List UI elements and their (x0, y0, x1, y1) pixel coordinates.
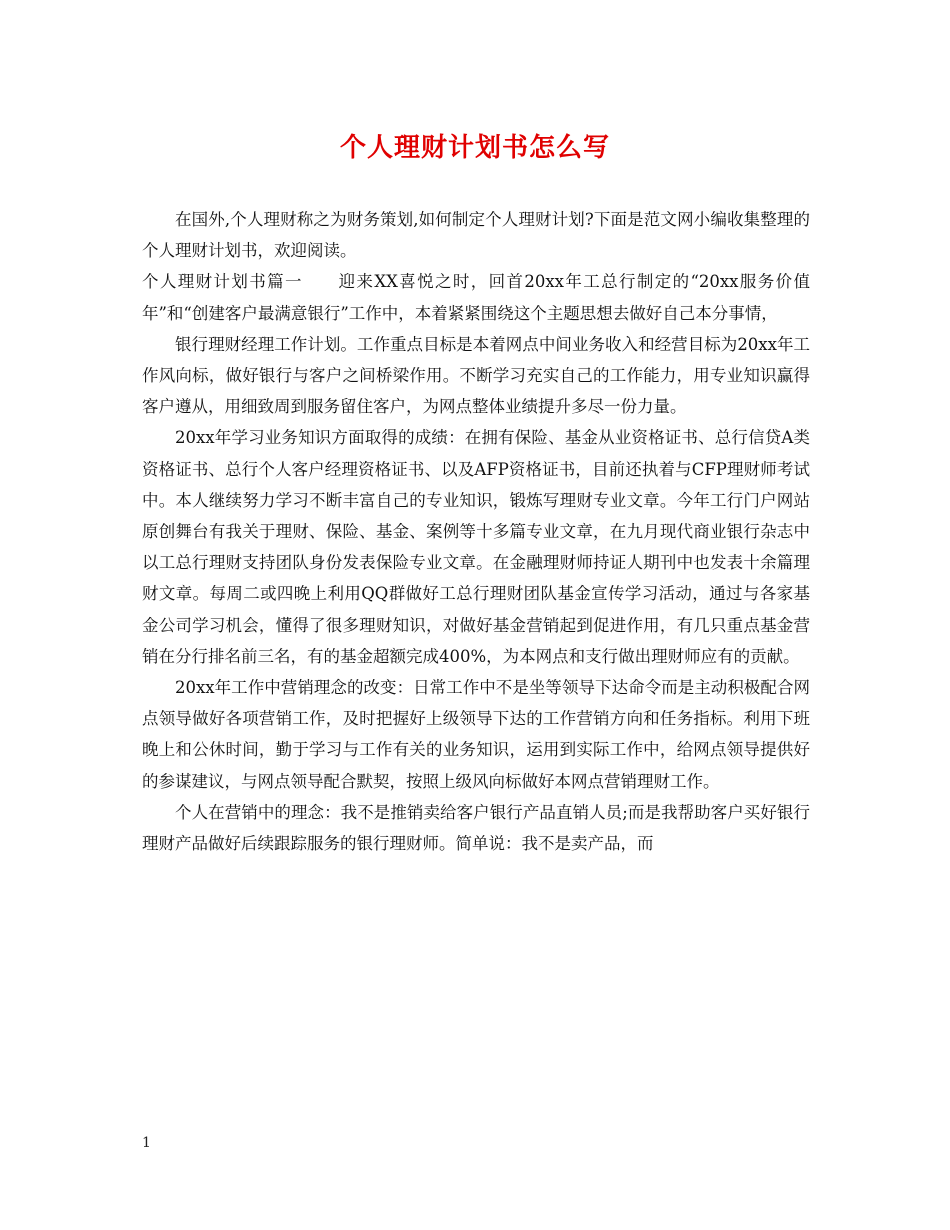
document-body (142, 204, 810, 859)
page-number: 1 (142, 1135, 151, 1151)
paragraph-achievements: 20xx年学习业务知识方面取得的成绩：在拥有保险、基金从业资格证书、总行信贷A类资格证书、总行个人客户经理资格证书、以及AFP资格证书，目前还执着与CFP理财师考试中。本人继续努力学习不断丰富自己的专业知识，锻炼写理财专业文章。今年工行门户网站原创舞台有我关于理财、保险、基金、案例等十多篇专业文章，在九月现代商业银行杂志中以工总行理财支持团队身份发表保险专业文章。在金融理财师持证人期刊中也发表十余篇理财文章。每周二或四晚上利用QQ群做好工总行理财团队基金宣传学习活动，通过与各家基金公司学习机会，懂得了很多理财知识，对做好基金营销起到促进作用，有几只重点基金营销在分行排名前三名，有的基金超额完成400%，为本网点和支行做出理财师应有的贡献。 (142, 428, 810, 666)
paragraph-personal-concept: 个人在营销中的理念：我不是推销卖给客户银行产品直销人员;而是我帮助客户买好银行理财产品做好后续跟踪服务的银行理财师。简单说：我不是卖产品，而 (142, 802, 810, 854)
paragraph-section-one: 个人理财计划书篇一 迎来XX喜悦之时，回首20xx年工总行制定的“20xx服务价值年”和“创建客户最满意银行”工作中，本着紧紧围绕这个主题思想去做好自己本分事情， (142, 272, 810, 323)
paragraph-intro: 在国外,个人理财称之为财务策划,如何制定个人理财计划?下面是范文网小编收集整理的个人理财计划书，欢迎阅读。 (142, 210, 810, 261)
document-title: 个人理财计划书怎么写 (339, 133, 610, 163)
paragraph-marketing-concept-change: 20xx年工作中营销理念的改变：日常工作中不是坐等领导下达命令而是主动积极配合网点领导做好各项营销工作，及时把握好上级领导下达的工作营销方向和任务指标。利用下班晚上和公休时间，勤于学习与工作有关的业务知识，运用到实际工作中，给网点领导提供好的参谋建议，与网点领导配合默契，按照上级风向标做好本网点营销理财工作。 (142, 678, 810, 791)
paragraph-work-plan: 银行理财经理工作计划。工作重点目标是本着网点中间业务收入和经营目标为20xx年工作风向标，做好银行与客户之间桥梁作用。不断学习充实自己的工作能力，用专业知识赢得客户遵从，用细致周到服务留住客户，为网点整体业绩提升多尽一份力量。 (142, 334, 810, 417)
